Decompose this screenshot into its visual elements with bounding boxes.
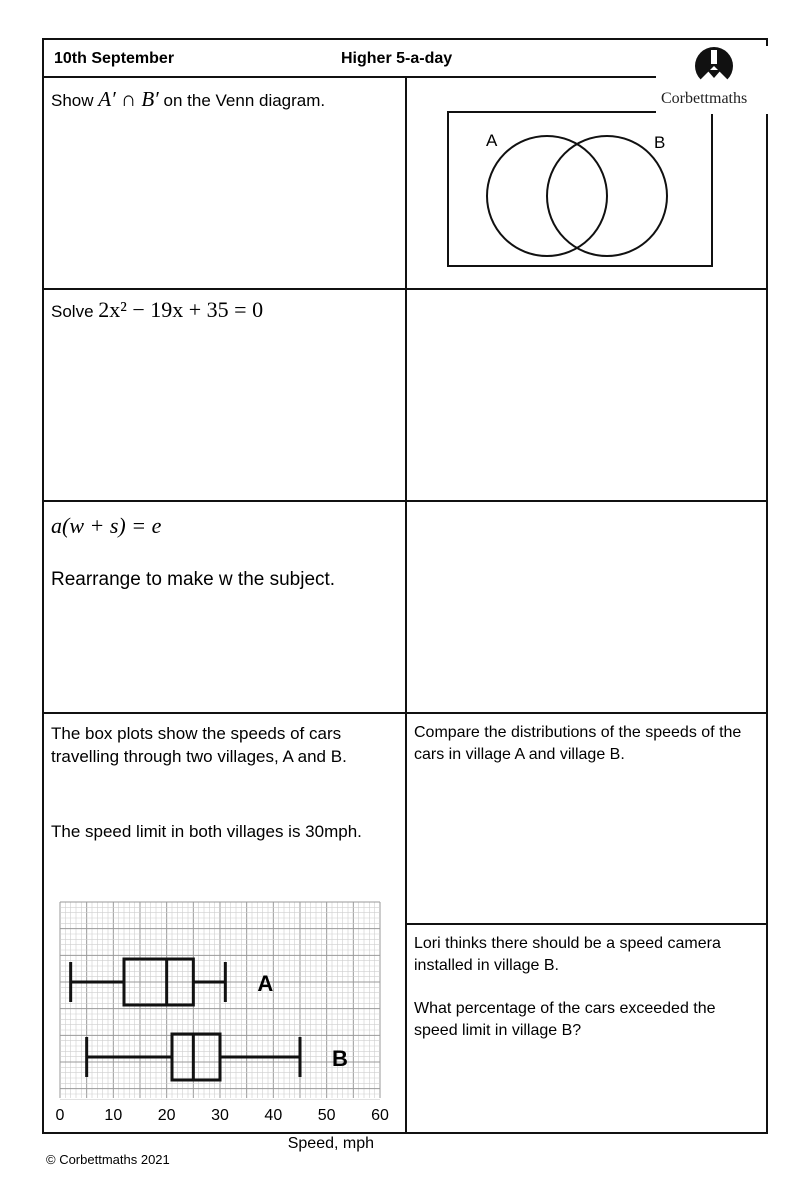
x-tick-label: 0 (55, 1107, 65, 1124)
q2-prefix: Solve (51, 302, 94, 321)
corbettmaths-logo (656, 46, 768, 114)
q4-speed-limit: The speed limit in both villages is 30mph. (51, 822, 362, 841)
row-divider-2 (44, 500, 766, 502)
footer-copyright: © Corbettmaths 2021 (46, 1152, 170, 1167)
worksheet (42, 38, 768, 1152)
logo-wordmark: Corbettmaths (661, 90, 748, 107)
row-divider-1 (44, 288, 766, 290)
q1-suffix: on the Venn diagram. (163, 91, 326, 110)
box-plot-chart (46, 892, 402, 1152)
q1-question (51, 88, 325, 112)
header-title: Higher 5-a-day (341, 50, 453, 67)
q1-prefix: Show (51, 91, 94, 110)
q4-percentage-question: What percentage of the cars exceeded the speed limit in village B? (414, 1000, 716, 1039)
x-tick-label: 40 (264, 1107, 283, 1124)
q3-instruction: Rearrange to make w the subject. (51, 569, 336, 590)
venn-label-b: B (654, 133, 666, 152)
q3-equation: a(w + s) = e (51, 513, 162, 538)
x-tick-label: 30 (211, 1107, 229, 1124)
venn-diagram[interactable] (444, 108, 716, 270)
column-divider (405, 78, 407, 1132)
x-tick-label: 10 (104, 1107, 123, 1124)
header-date: 10th September (54, 50, 175, 67)
venn-label-a: A (486, 131, 498, 150)
q4-compare: Compare the distributions of the speeds of the cars in village A and village B. (414, 724, 742, 763)
q1-expression: A′ ∩ B′ (98, 87, 159, 111)
x-tick-label: 50 (317, 1107, 336, 1124)
row-divider-3 (44, 712, 766, 714)
q2-question (51, 298, 263, 323)
row-divider-right (407, 923, 768, 925)
series-label-B: B (332, 1046, 348, 1071)
x-tick-label: 20 (157, 1107, 176, 1124)
x-tick-label: 60 (371, 1107, 389, 1124)
q4-intro: The box plots show the speeds of cars travelling through two villages, A and B. (51, 724, 347, 766)
q2-expression: 2x² − 19x + 35 = 0 (98, 297, 264, 322)
x-axis-label: Speed, mph (287, 1135, 374, 1152)
series-label-A: A (257, 971, 274, 996)
q4-lori: Lori thinks there should be a speed camera installed in village B. (414, 935, 721, 974)
logo-emblem-icon (694, 46, 734, 86)
